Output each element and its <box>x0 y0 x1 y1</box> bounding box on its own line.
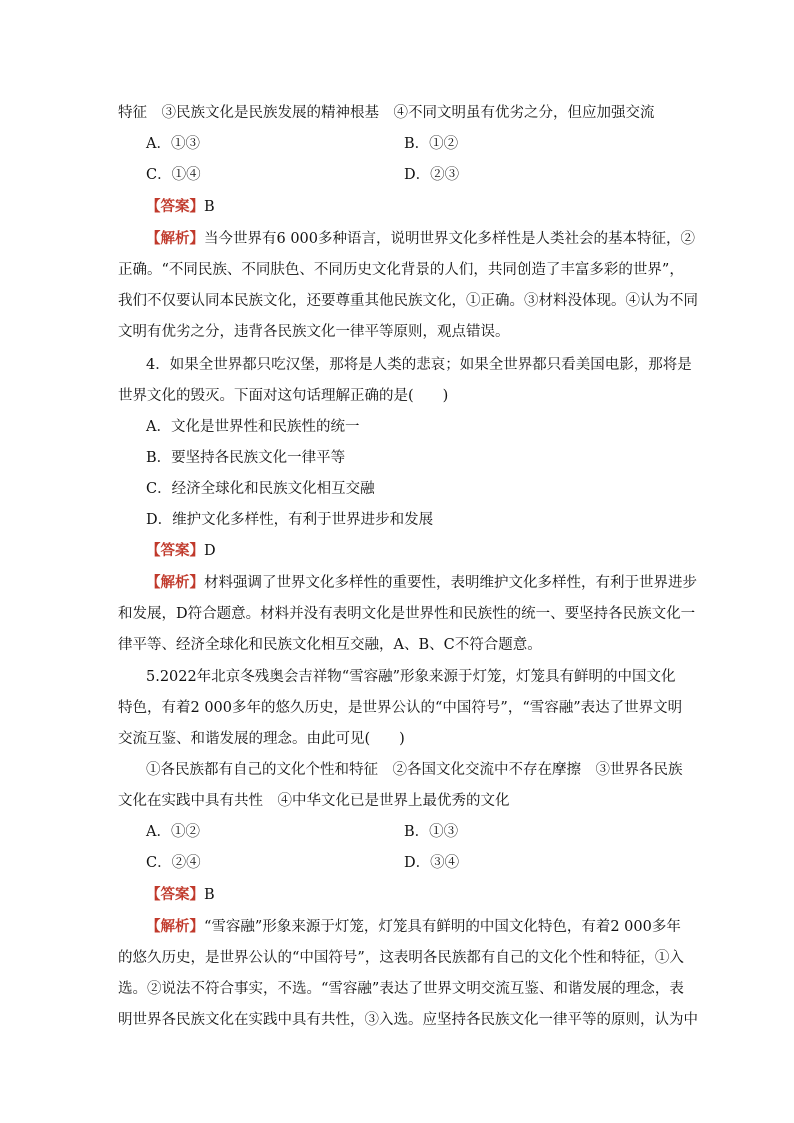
q4-analysis-line-1 <box>146 573 697 593</box>
q3-option-c: C．①④ <box>146 167 201 183</box>
q4-answer <box>146 541 216 561</box>
q4-analysis-line-3: 律平等、经济全球化和民族文化相互交融，A、B、C不符合题意。 <box>118 637 542 653</box>
q4-option-a: A．文化是世界性和民族性的统一 <box>146 419 360 435</box>
q4-option-d: D．维护文化多样性，有利于世界进步和发展 <box>146 512 434 528</box>
q3-analysis-line-2: 正确。“不同民族、不同肤色、不同历史文化背景的人们，共同创造了丰富多彩的世界”， <box>118 262 684 278</box>
q5-stem-line-2: 特色，有着2 000多年的悠久历史，是世界公认的“中国符号”，“雪容融”表达了世界文明 <box>118 700 683 716</box>
q3-items-continued: 特征 ③民族文化是民族发展的精神根基 ④不同文明虽有优劣之分，但应加强交流 <box>118 105 655 121</box>
q5-option-a: A．①② <box>146 824 200 840</box>
q5-option-d: D．③④ <box>404 855 460 871</box>
q3-option-a: A．①③ <box>146 136 200 152</box>
answer-tag: 【答案】 <box>146 198 204 215</box>
q5-answer <box>146 885 215 905</box>
analysis-text: 材料强调了世界文化多样性的重要性，表明维护文化多样性，有利于世界进步 <box>204 575 697 591</box>
answer-tag: 【答案】 <box>146 886 204 903</box>
analysis-tag: 【解析】 <box>146 574 204 591</box>
q4-option-c: C．经济全球化和民族文化相互交融 <box>146 481 375 497</box>
analysis-tag: 【解析】 <box>146 230 204 247</box>
q5-items-line-1: ①各民族都有自己的文化个性和特征 ②各国文化交流中不存在摩擦 ③世界各民族 <box>146 762 683 778</box>
answer-tag: 【答案】 <box>146 542 204 559</box>
q4-option-b: B．要坚持各民族文化一律平等 <box>146 450 346 466</box>
q5-items-line-2: 文化在实践中具有共性 ④中华文化已是世界上最优秀的文化 <box>118 793 510 809</box>
q3-answer <box>146 197 215 217</box>
analysis-text: “雪容融”形象来源于灯笼，灯笼具有鲜明的中国文化特色，有着2 000多年 <box>204 919 681 935</box>
q5-stem-line-3: 交流互鉴、和谐发展的理念。由此可见( ) <box>118 731 405 747</box>
q4-analysis-line-2: 和发展，D符合题意。材料并没有表明文化是世界性和民族性的统一、要坚持各民族文化一 <box>118 606 696 622</box>
q5-analysis-line-4: 明世界各民族文化在实践中具有共性，③入选。应坚持各民族文化一律平等的原则，认为中 <box>118 1012 698 1028</box>
q3-option-b: B．①② <box>404 136 459 152</box>
q4-stem-line-2: 世界文化的毁灭。下面对这句话理解正确的是( ) <box>118 388 449 404</box>
q5-stem-line-1: 5.2022年北京冬残奥会吉祥物“雪容融”形象来源于灯笼，灯笼具有鲜明的中国文化 <box>146 669 676 685</box>
analysis-tag: 【解析】 <box>146 918 204 935</box>
q5-option-c: C．②④ <box>146 855 201 871</box>
q5-analysis-line-2: 的悠久历史，是世界公认的“中国符号”，这表明各民族都有自己的文化个性和特征，①入 <box>118 950 684 966</box>
analysis-text: 当今世界有6 000多种语言，说明世界文化多样性是人类社会的基本特征，② <box>204 231 696 247</box>
answer-value: D <box>204 543 216 559</box>
q3-analysis-line-1 <box>146 229 695 249</box>
q3-analysis-line-4: 文明有优劣之分，违背各民族文化一律平等原则，观点错误。 <box>118 324 510 340</box>
q3-option-d: D．②③ <box>404 167 460 183</box>
q5-analysis-line-1 <box>146 917 681 937</box>
q3-analysis-line-3: 我们不仅要认同本民族文化，还要尊重其他民族文化，①正确。③材料没体现。④认为不同 <box>118 293 698 309</box>
q5-option-b: B．①③ <box>404 824 459 840</box>
answer-value: B <box>204 199 215 215</box>
q4-stem-line-1: 4．如果全世界都只吃汉堡，那将是人类的悲哀；如果全世界都只看美国电影，那将是 <box>146 357 692 373</box>
answer-value: B <box>204 887 215 903</box>
q5-analysis-line-3: 选。②说法不符合事实，不选。“雪容融”表达了世界文明交流互鉴、和谐发展的理念，表 <box>118 981 684 997</box>
